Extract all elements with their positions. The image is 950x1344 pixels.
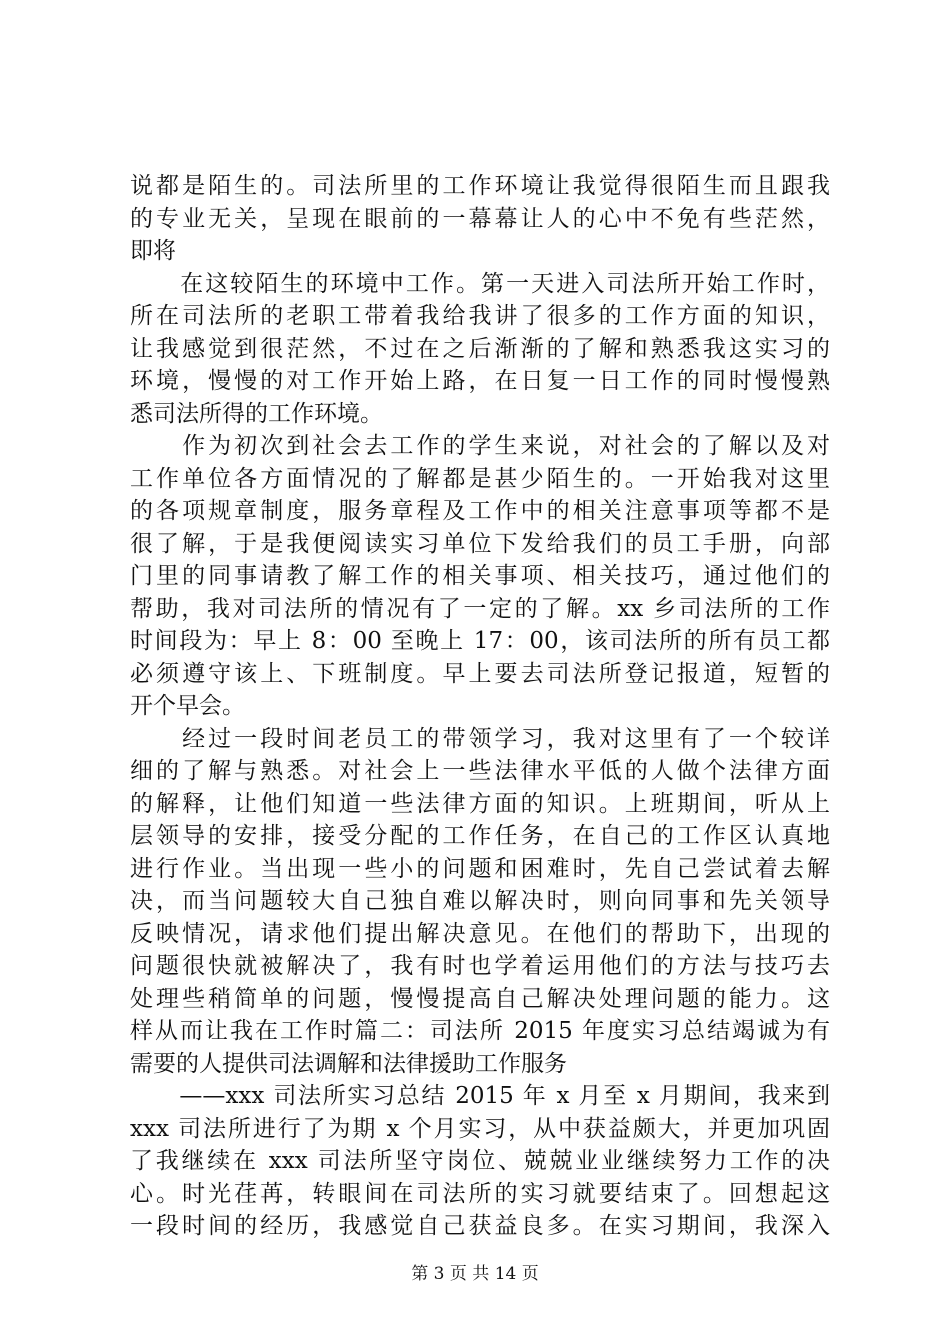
text-line: 层领导的安排，接受分配的工作任务，在自己的工作区认真地 bbox=[130, 823, 830, 849]
text-line: xxx 司法所进行了为期 x 个月实习，从中获益颇大，并更加巩固 bbox=[130, 1115, 830, 1142]
text-line: 细的了解与熟悉。对社会上一些法律水平低的人做个法律方面 bbox=[130, 758, 830, 784]
text-line: 在这较陌生的环境中工作。第一天进入司法所开始工作时， bbox=[130, 270, 830, 297]
text-line: 时间段为：早上 8：00 至晚上 17：00，该司法所的所有员工都 bbox=[130, 628, 830, 654]
text-line: 很了解，于是我便阅读实习单位下发给我们的员工手册，向部 bbox=[130, 530, 830, 557]
text-line: 所在司法所的老职工带着我给我讲了很多的工作方面的知识， bbox=[130, 303, 830, 329]
page-footer: 第 3 页 共 14 页 bbox=[411, 1264, 539, 1284]
text-line: 门里的同事请教了解工作的相关事项、相关技巧，通过他们的 bbox=[130, 563, 830, 589]
text-line: 心。时光荏苒，转眼间在司法所的实习就要结束了。回想起这 bbox=[130, 1180, 830, 1207]
text-line: 即将 bbox=[130, 238, 176, 264]
text-line: 反映情况，请求他们提出解决意见。在他们的帮助下，出现的 bbox=[130, 920, 830, 947]
text-line: 问题很快就被解决了，我有时也学着运用他们的方法与技巧去 bbox=[130, 953, 830, 979]
text-line: 环境，慢慢的对工作开始上路，在日复一日工作的同时慢慢熟 bbox=[130, 368, 830, 394]
text-line: 处理些稍简单的问题，慢慢提高自己解决处理问题的能力。这 bbox=[130, 985, 830, 1012]
text-line: 的各项规章制度，服务章程及工作中的相关注意事项等都不是 bbox=[130, 498, 830, 524]
text-line: 样从而让我在工作时篇二：司法所 2015 年度实习总结竭诚为有 bbox=[130, 1018, 830, 1044]
text-line: 进行作业。当出现一些小的问题和困难时，先自己尝试着去解 bbox=[130, 855, 830, 882]
text-line: 开个早会。 bbox=[130, 693, 245, 719]
text-line: 经过一段时间老员工的带领学习，我对这里有了一个较详 bbox=[130, 725, 830, 752]
text-line: 决，而当问题较大自己独自难以解决时，则向同事和先关领导 bbox=[130, 888, 830, 914]
text-line: 必须遵守该上、下班制度。早上要去司法所登记报道，短暂的 bbox=[130, 660, 830, 687]
text-line: ——xxx 司法所实习总结 2015 年 x 月至 x 月期间，我来到 bbox=[130, 1083, 830, 1109]
text-line: 帮助，我对司法所的情况有了一定的了解。xx 乡司法所的工作 bbox=[130, 595, 830, 622]
text-line: 一段时间的经历，我感觉自己获益良多。在实习期间，我深入 bbox=[130, 1213, 830, 1239]
text-line: 作为初次到社会去工作的学生来说，对社会的了解以及对 bbox=[130, 433, 830, 459]
text-line: 的专业无关，呈现在眼前的一幕幕让人的心中不免有些茫然， bbox=[130, 205, 830, 232]
text-line: 说都是陌生的。司法所里的工作环境让我觉得很陌生而且跟我 bbox=[130, 173, 830, 199]
text-line: 需要的人提供司法调解和法律援助工作服务 bbox=[130, 1050, 567, 1077]
text-line: 工作单位各方面情况的了解都是甚少陌生的。一开始我对这里 bbox=[130, 465, 830, 492]
text-line: 悉司法所得的工作环境。 bbox=[130, 400, 383, 427]
text-line: 的解释，让他们知道一些法律方面的知识。上班期间，听从上 bbox=[130, 790, 830, 817]
text-line: 了我继续在 xxx 司法所坚守岗位、兢兢业业继续努力工作的决 bbox=[130, 1148, 830, 1174]
text-line: 让我感觉到很茫然，不过在之后渐渐的了解和熟悉我这实习的 bbox=[130, 335, 830, 362]
body-text bbox=[130, 170, 830, 1243]
